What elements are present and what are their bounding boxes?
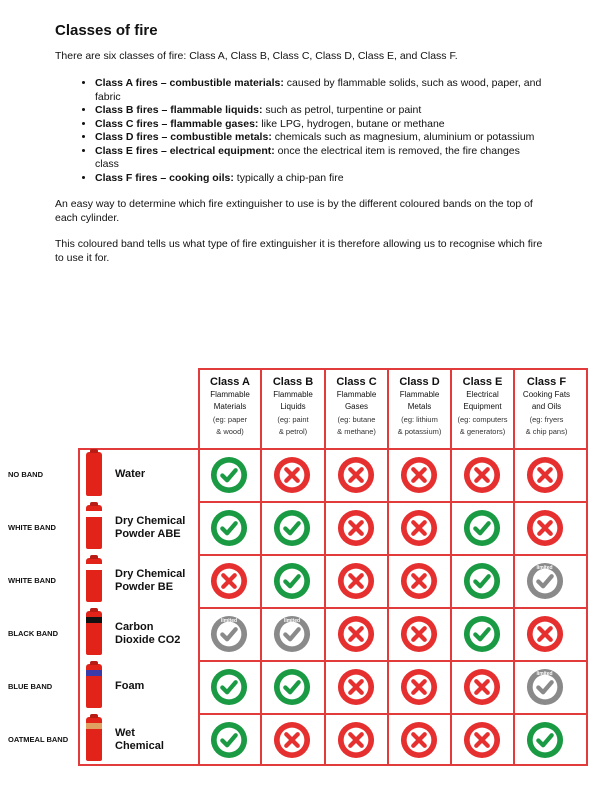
- page-title: Classes of fire: [55, 22, 158, 39]
- limited-label: limited: [536, 670, 553, 677]
- check-icon: [273, 562, 311, 600]
- paragraph-coloured-band: This coloured band tells us what type of fire extinguisher it is therefore allowing us to recognise which fire to use it for.: [55, 238, 543, 264]
- limited-check-icon: [526, 668, 564, 706]
- fire-class-list: [55, 77, 545, 185]
- class-label: Class C: [336, 376, 377, 388]
- cross-icon: [273, 721, 311, 759]
- band-stripe: [86, 564, 102, 570]
- cross-icon: [210, 562, 248, 600]
- fire-class-heading: Class F fires – cooking oils:: [95, 171, 234, 184]
- check-icon: [210, 509, 248, 547]
- fire-class-item: [95, 104, 545, 118]
- check-icon: [526, 721, 564, 759]
- cross-icon: [526, 615, 564, 653]
- grid-line: [387, 370, 389, 764]
- extinguisher-icon: [86, 452, 102, 496]
- cross-icon: [400, 456, 438, 494]
- extinguisher-neck: [90, 502, 98, 506]
- band-stripe: [86, 670, 102, 676]
- grid-line: [200, 501, 586, 503]
- fire-class-item: [95, 172, 545, 186]
- class-example-line2: & petrol): [278, 427, 308, 436]
- cross-icon: [337, 562, 375, 600]
- grid-line: [200, 554, 586, 556]
- cross-icon: [526, 509, 564, 547]
- grid-line: [200, 713, 586, 715]
- extinguisher-name-line1: Foam: [115, 680, 145, 692]
- column-header: [515, 370, 578, 450]
- band-label: OATMEAL BAND: [8, 735, 69, 744]
- extinguisher-name-line1: Dry Chemical: [115, 567, 186, 580]
- extinguisher-icon: [86, 505, 102, 549]
- cross-icon: [337, 668, 375, 706]
- class-type-line2: Equipment: [463, 402, 502, 411]
- cross-icon: [400, 615, 438, 653]
- cross-icon: [526, 456, 564, 494]
- extinguisher-neck: [90, 714, 98, 718]
- table-row: [8, 713, 198, 766]
- extinguisher-name: [115, 607, 200, 660]
- table-row: [8, 607, 198, 660]
- column-header: [326, 370, 389, 450]
- column-header: [200, 370, 262, 450]
- fire-class-item: [95, 118, 545, 132]
- extinguisher-name-line1: Carbon: [115, 620, 154, 633]
- grid-line: [324, 370, 326, 764]
- class-example-line1: (eg: fryers: [529, 415, 564, 424]
- extinguisher-name: [115, 448, 200, 501]
- fire-class-description: caused by flammable solids, such as wood, paper, and fabric: [95, 77, 542, 103]
- extinguisher-name-line2: Dioxide CO2: [115, 633, 181, 646]
- extinguisher-neck: [90, 608, 98, 612]
- class-example-line1: (eg: lithium: [401, 415, 438, 424]
- class-example-line2: & wood): [216, 427, 244, 436]
- table-row: [8, 448, 198, 501]
- extinguisher-neck: [90, 555, 98, 559]
- class-type-line1: Cooking Fats: [522, 390, 571, 399]
- class-example-line1: (eg: computers: [457, 415, 508, 424]
- fire-class-item: [95, 131, 545, 145]
- extinguisher-name-line2: Powder ABE: [115, 527, 181, 540]
- fire-class-description: chemicals such as magnesium, aluminium or potassium: [271, 131, 535, 143]
- document: [55, 22, 545, 265]
- class-label: Class A: [210, 376, 250, 388]
- check-icon: [463, 562, 501, 600]
- class-example-line1: (eg: paper: [212, 415, 248, 424]
- fire-class-description: like LPG, hydrogen, butane or methane: [258, 117, 445, 130]
- grid-line: [200, 660, 586, 662]
- check-icon: [463, 615, 501, 653]
- extinguisher-neck: [90, 449, 98, 453]
- band-label: NO BAND: [8, 470, 43, 479]
- table-row: [8, 501, 198, 554]
- extinguisher-neck: [90, 661, 98, 665]
- fire-class-description: once the electrical item is removed, the fire changes class: [95, 144, 520, 170]
- class-type-line1: Flammable: [210, 390, 250, 399]
- cross-icon: [337, 456, 375, 494]
- extinguisher-name: [115, 554, 200, 607]
- extinguisher-name-line1: Water: [115, 468, 146, 480]
- class-type-line2: and Oils: [531, 402, 562, 411]
- class-example-line2: & methane): [337, 427, 376, 436]
- cross-icon: [400, 562, 438, 600]
- fire-class-item: [95, 77, 545, 104]
- intro-text: There are six classes of fire: Class A, Class B, Class C, Class D, Class E, and Class F.: [55, 50, 458, 62]
- extinguisher-name-line2: Chemical: [115, 739, 164, 752]
- extinguisher-name-line1: Dry Chemical: [115, 514, 186, 527]
- table-row: [8, 554, 198, 607]
- class-label: Class D: [399, 376, 440, 388]
- cross-icon: [337, 509, 375, 547]
- fire-class-heading: Class D fires – combustible metals:: [95, 131, 272, 143]
- class-example-line2: & chip pans): [525, 427, 568, 436]
- column-header: [389, 370, 452, 450]
- check-icon: [463, 509, 501, 547]
- fire-class-heading: Class A fires – combustible materials:: [95, 77, 284, 89]
- class-type-line2: Metals: [407, 402, 432, 411]
- band-label: BLUE BAND: [8, 682, 53, 691]
- table-row: [8, 660, 198, 713]
- cross-icon: [400, 509, 438, 547]
- paragraph-bands: An easy way to determine which fire extinguisher to use is by the different coloured bands on the top of each cylinder.: [55, 198, 533, 224]
- class-label: Class B: [272, 376, 314, 388]
- band-stripe: [86, 723, 102, 729]
- grid-line: [200, 607, 586, 609]
- class-type-line2: Materials: [213, 402, 247, 411]
- extinguisher-name-line1: Wet: [115, 726, 135, 739]
- fire-class-description: typically a chip-pan fire: [233, 171, 344, 184]
- cross-icon: [400, 668, 438, 706]
- fire-class-heading: Class E fires – electrical equipment:: [95, 144, 275, 157]
- fire-class-heading: Class C fires – flammable gases:: [95, 117, 259, 130]
- extinguisher-icon: [86, 664, 102, 708]
- fire-class-item: [95, 145, 545, 172]
- class-example-line2: & generators): [459, 427, 506, 436]
- cross-icon: [400, 721, 438, 759]
- grid-line: [513, 370, 515, 764]
- extinguisher-name: [115, 713, 200, 766]
- grid-line: [200, 448, 586, 450]
- class-example-line1: (eg: butane: [337, 415, 376, 424]
- extinguisher-icon: [86, 717, 102, 761]
- extinguisher-table: [8, 368, 588, 766]
- check-icon: [210, 668, 248, 706]
- class-type-line1: Flammable: [399, 390, 440, 399]
- class-example-line1: (eg: paint: [277, 415, 309, 424]
- band-stripe: [86, 617, 102, 623]
- cross-icon: [463, 721, 501, 759]
- cross-icon: [337, 615, 375, 653]
- band-label: WHITE BAND: [8, 576, 56, 585]
- extinguisher-name: [115, 660, 200, 713]
- column-header: [452, 370, 515, 450]
- cross-icon: [337, 721, 375, 759]
- limited-check-icon: [273, 615, 311, 653]
- class-type-line1: Flammable: [336, 390, 377, 399]
- limited-label: limited: [536, 564, 553, 571]
- class-label: Class E: [462, 376, 503, 388]
- column-header: [262, 370, 326, 450]
- check-icon: [210, 721, 248, 759]
- limited-label: limited: [220, 617, 238, 624]
- fire-class-description: such as petrol, turpentine or paint: [262, 104, 422, 116]
- extinguisher-icon: [86, 611, 102, 655]
- fire-class-heading: Class B fires – flammable liquids:: [95, 104, 263, 116]
- cross-icon: [463, 668, 501, 706]
- check-icon: [210, 456, 248, 494]
- cross-icon: [273, 456, 311, 494]
- band-label: WHITE BAND: [8, 523, 56, 532]
- check-icon: [273, 668, 311, 706]
- band-label: BLACK BAND: [8, 629, 58, 638]
- class-type-line1: Flammable: [273, 390, 313, 399]
- extinguisher-name-line2: Powder BE: [115, 580, 174, 593]
- extinguisher-name: [115, 501, 200, 554]
- class-type-line1: Electrical: [466, 390, 499, 399]
- class-example-line2: & potassium): [397, 427, 442, 436]
- limited-check-icon: [210, 615, 248, 653]
- cross-icon: [463, 456, 501, 494]
- class-type-line2: Gases: [344, 402, 369, 411]
- class-label: Class F: [526, 376, 567, 388]
- grid-line: [260, 370, 262, 764]
- class-type-line2: Liquids: [280, 402, 306, 411]
- check-icon: [273, 509, 311, 547]
- band-stripe: [86, 511, 102, 517]
- grid-line: [450, 370, 452, 764]
- limited-label: limited: [283, 617, 301, 624]
- extinguisher-icon: [86, 558, 102, 602]
- limited-check-icon: [526, 562, 564, 600]
